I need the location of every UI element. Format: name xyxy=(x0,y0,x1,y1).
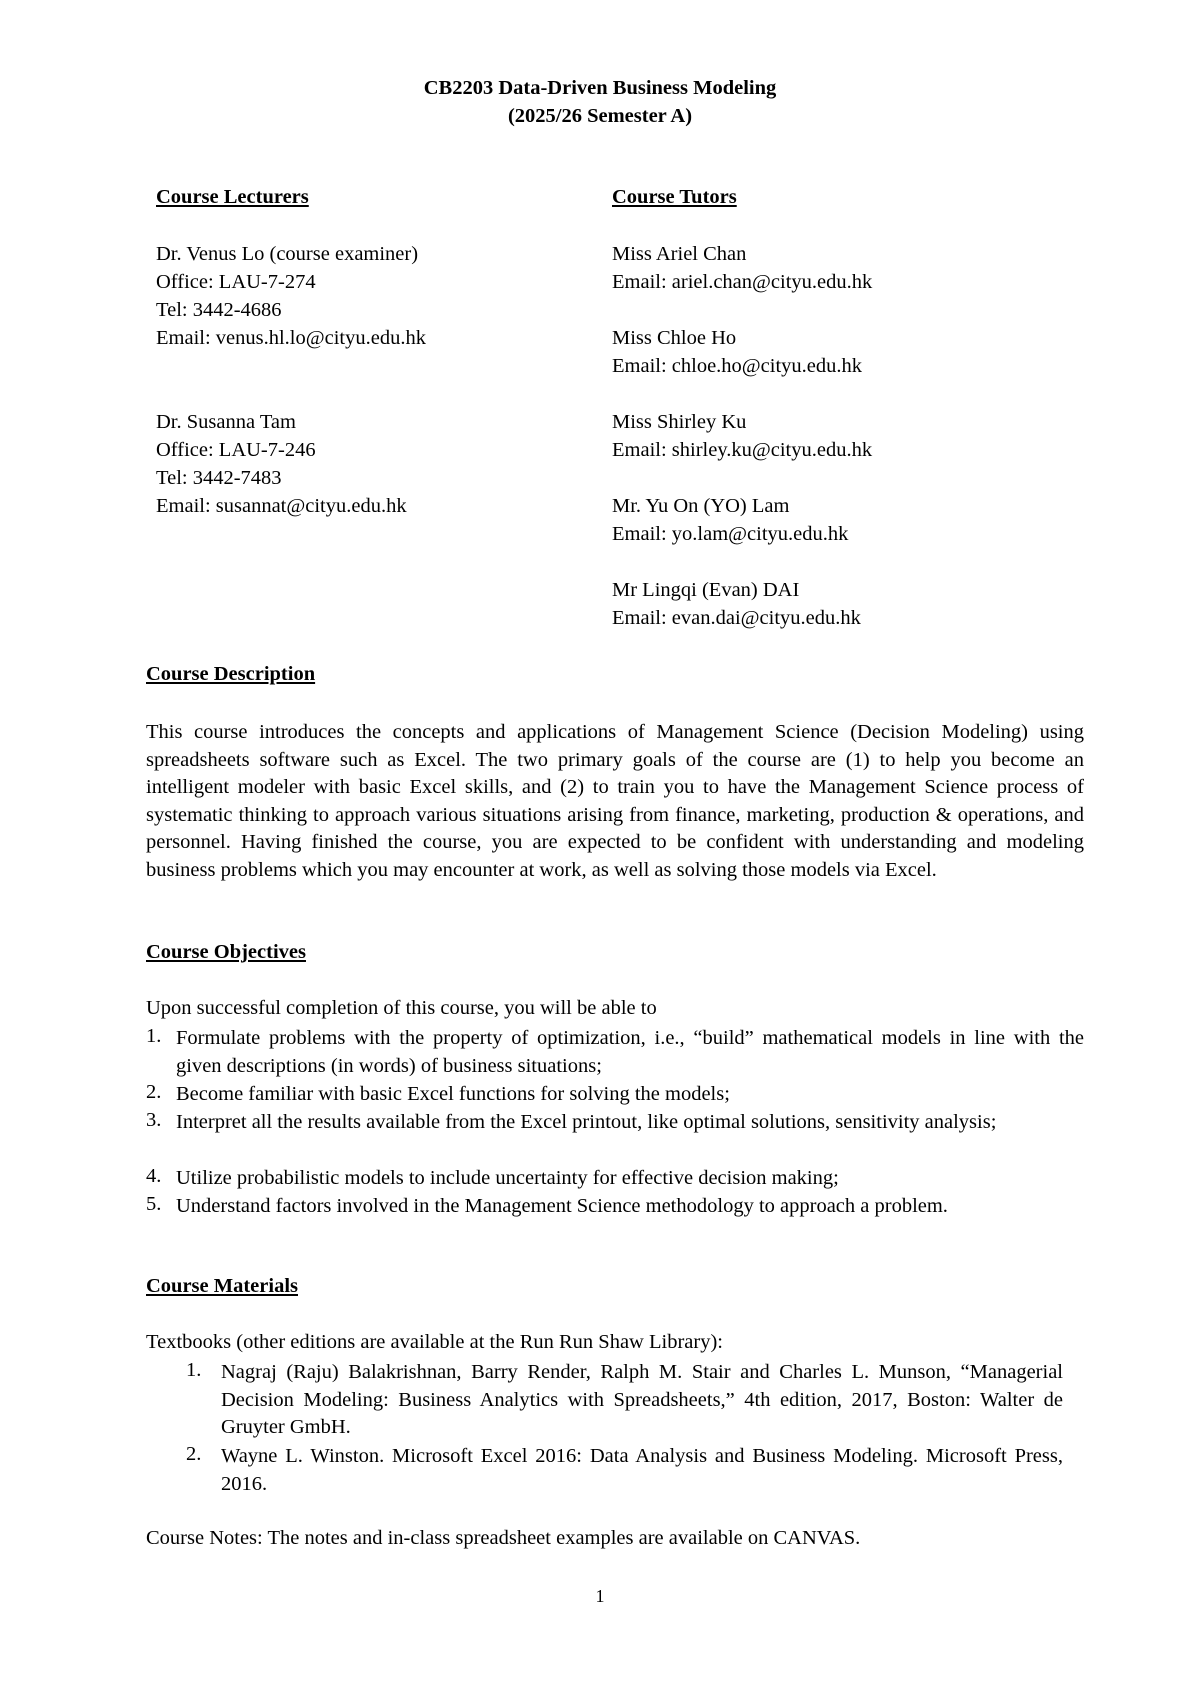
course-title: CB2203 Data-Driven Business Modeling xyxy=(423,77,777,99)
objectives-intro: Upon successful completion of this course, you will be able to xyxy=(146,997,657,1019)
description-paragraph: This course introduces the concepts and applications of Management Science (Decision Modeling) using spreadsheets software such as Excel. The two primary goals of the course are (1) to help you become an intelligent modeler with basic Excel skills, and (2) to train you to have the Management Science process of systematic thinking to approach various situations arising from finance, marketing, production & operations, and personnel. Having finished the course, you are expected to be confident with understanding and modeling business problems which you may encounter at work, as well as solving those models via Excel. xyxy=(146,721,1084,881)
textbooks-intro: Textbooks (other editions are available at the Run Run Shaw Library): xyxy=(146,1331,723,1353)
textbook-2-number: 2. xyxy=(186,1443,202,1465)
tutor-4-name: Mr. Yu On (YO) Lam xyxy=(612,495,790,517)
lecturer-1-email: Email: venus.hl.lo@cityu.edu.hk xyxy=(156,327,426,349)
objective-5-text: Understand factors involved in the Management Science methodology to approach a problem. xyxy=(176,1195,948,1217)
tutor-4-email: Email: yo.lam@cityu.edu.hk xyxy=(612,523,849,545)
lecturer-1-tel: Tel: 3442-4686 xyxy=(156,299,282,321)
lecturer-1-office: Office: LAU-7-274 xyxy=(156,271,316,293)
materials-heading: Course Materials xyxy=(146,1275,298,1297)
objective-4-number: 4. xyxy=(146,1165,162,1187)
objective-4-text: Utilize probabilistic models to include uncertainty for effective decision making; xyxy=(176,1167,839,1189)
course-semester: (2025/26 Semester A) xyxy=(507,105,693,127)
lecturer-2-tel: Tel: 3442-7483 xyxy=(156,467,282,489)
tutor-1-name: Miss Ariel Chan xyxy=(612,243,747,265)
description-heading: Course Description xyxy=(146,663,316,685)
textbook-1-text: Nagraj (Raju) Balakrishnan, Barry Render, Ralph M. Stair and Charles L. Munson, “Managerial Decision Modeling: Business Analytics with Spreadsheets,” 4th edition, 2017, Boston: Walter de Gruyter GmbH. xyxy=(221,1361,1063,1438)
tutor-2-email: Email: chloe.ho@cityu.edu.hk xyxy=(612,355,863,377)
objectives-heading: Course Objectives xyxy=(146,941,306,963)
textbook-2-text: Wayne L. Winston. Microsoft Excel 2016: Data Analysis and Business Modeling. Microsoft Press, 2016. xyxy=(221,1445,1063,1495)
objective-1-text: Formulate problems with the property of optimization, i.e., “build” mathematical models in line with the given descriptions (in words) of business situations; xyxy=(176,1027,1084,1077)
textbook-1-number: 1. xyxy=(186,1359,202,1381)
lecturer-2-email: Email: susannat@cityu.edu.hk xyxy=(156,495,407,517)
tutor-5-email: Email: evan.dai@cityu.edu.hk xyxy=(612,607,861,629)
tutor-5-name: Mr Lingqi (Evan) DAI xyxy=(612,579,800,601)
lecturer-1-name: Dr. Venus Lo (course examiner) xyxy=(156,243,419,265)
page-number: 1 xyxy=(595,1586,605,1606)
objective-2-text: Become familiar with basic Excel functions for solving the models; xyxy=(176,1083,730,1105)
objective-2-number: 2. xyxy=(146,1081,162,1103)
objective-1-number: 1. xyxy=(146,1025,162,1047)
tutor-1-email: Email: ariel.chan@cityu.edu.hk xyxy=(612,271,873,293)
objective-3-text: Interpret all the results available from the Excel printout, like optimal solutions, sensitivity analysis; xyxy=(176,1111,997,1133)
course-notes: Course Notes: The notes and in-class spreadsheet examples are available on CANVAS. xyxy=(146,1527,861,1549)
lecturer-2-office: Office: LAU-7-246 xyxy=(156,439,316,461)
lecturers-heading: Course Lecturers xyxy=(156,186,309,208)
tutors-heading: Course Tutors xyxy=(612,186,737,208)
course-title-block xyxy=(0,74,1200,130)
objective-5-number: 5. xyxy=(146,1193,162,1215)
tutor-3-name: Miss Shirley Ku xyxy=(612,411,747,433)
tutor-2-name: Miss Chloe Ho xyxy=(612,327,737,349)
tutor-3-email: Email: shirley.ku@cityu.edu.hk xyxy=(612,439,873,461)
objective-3-number: 3. xyxy=(146,1109,162,1131)
lecturer-2-name: Dr. Susanna Tam xyxy=(156,411,296,433)
